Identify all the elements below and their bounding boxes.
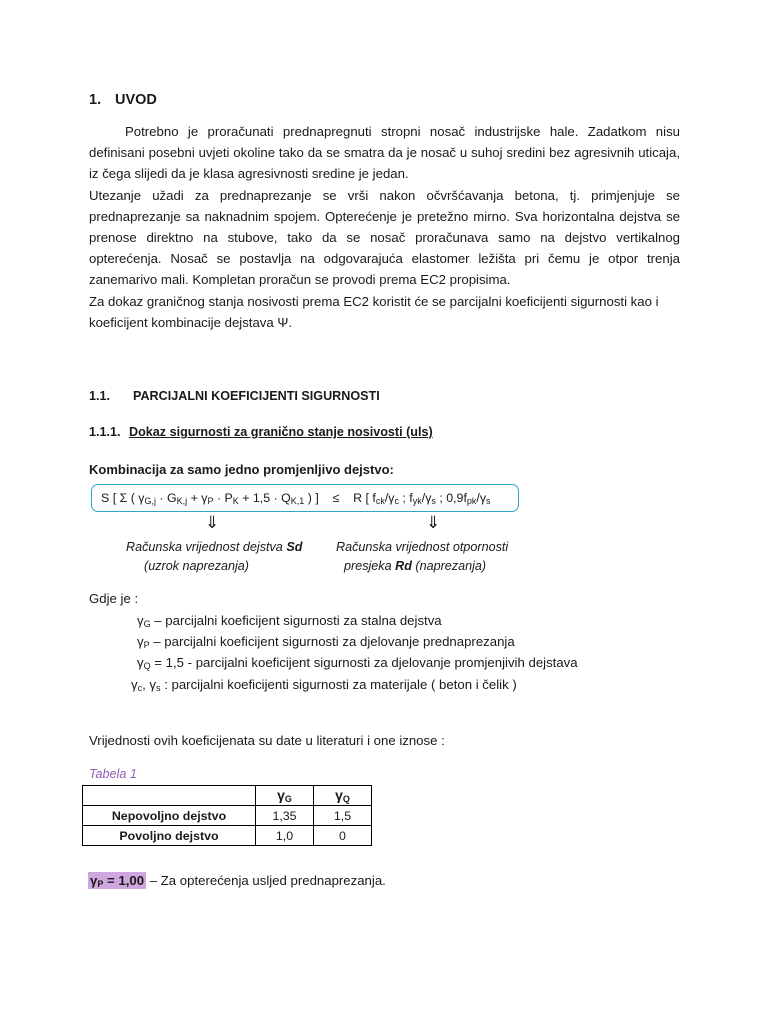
- subsection-title: PARCIJALNI KOEFICIJENTI SIGURNOSTI: [133, 389, 380, 403]
- subsubsection-number: 1.1.1.: [89, 425, 121, 439]
- definition-gamma-q: $\gamma_Q = 1,5$ - parcijalni koeficijent sigurnosti za djelovanje promjenjivih dejstava: [137, 655, 578, 671]
- arrow-down-icon: ⇓: [426, 513, 441, 532]
- definition-gamma-p: $\gamma_P$ – parcijalni koeficijent sigurnosti za djelovanje prednaprezanja: [137, 634, 515, 650]
- table-caption: Tabela 1: [89, 767, 137, 781]
- intro-paragraph-3-text: Za dokaz graničnog stanja nosivosti prema EC2 koristit će se parcijalni koeficijenti sigurnosti kao i koeficijent kombinacije dejstava Ψ.: [89, 293, 659, 330]
- section-number: 1.: [89, 92, 102, 108]
- gamma-p-highlight: $\gamma_P = 1,00$: [90, 873, 145, 889]
- uls-formula: S [ Σ ( $\gamma_{G,j} \cdot G_{K,j} + \gamma_P \cdot P_K + 1,5 \cdot Q_{K,1}$ ) ] ≤ R [ $f_{ck}/\gamma_c$ ; $f_{yk}/\gamma_s$ ; $0,9f_{pk}/\gamma_s$: [101, 491, 491, 506]
- gamma-p-statement: [88, 873, 386, 889]
- gamma-p-text: – Za opterećenja usljed prednaprezanja.: [149, 873, 386, 888]
- table-header-gamma-q: $\gamma_Q$: [314, 786, 372, 806]
- subsection-heading: [89, 389, 380, 403]
- caption-rd: [336, 538, 508, 576]
- caption-sd-line1: Računska vrijednost dejstva: [126, 540, 283, 554]
- caption-rd-line2b: (naprezanja): [415, 559, 487, 573]
- definition-gamma-g-text: – parcijalni koeficijent sigurnosti za stalna dejstva: [154, 613, 442, 628]
- definition-gamma-cs: $\gamma_c$, $\gamma_s$ : parcijalni koeficijenti sigurnosti za materijale ( beton i čelik ): [131, 677, 517, 693]
- caption-rd-symbol: Rd: [395, 559, 412, 573]
- combination-label: Kombinacija za samo jedno promjenljivo dejstvo:: [89, 462, 394, 477]
- caption-sd: [126, 538, 302, 576]
- subsubsection-heading: [89, 425, 433, 439]
- caption-rd-line2a: presjeka: [344, 559, 392, 573]
- definition-gamma-cs-text: : parcijalni koeficijenti sigurnosti za materijale ( beton i čelik ): [164, 677, 517, 692]
- intro-paragraph-1: Potrebno je proračunati prednapregnuti stropni nosač industrijske hale. Zadatkom nisu definisani posebni uvjeti okoline tako da se smatra da je nosač u suhoj sredini bez agresivnih uticaja, iz čega slijedi da je klasa agresivnosti sredine je jedan.: [89, 124, 680, 182]
- caption-rd-line1: Računska vrijednost otpornosti: [336, 540, 509, 554]
- coefficients-table: [82, 785, 372, 846]
- gamma-p-value: = 1,00: [107, 873, 145, 888]
- definition-gamma-g: $\gamma_G$ – parcijalni koeficijent sigurnosti za stalna dejstva: [137, 613, 442, 629]
- table-cell-g: 1,35: [256, 806, 314, 826]
- arrow-down-icon: ⇓: [205, 513, 220, 532]
- intro-paragraph-3: [89, 291, 680, 333]
- table-row-label: Povoljno dejstvo: [83, 826, 256, 846]
- intro-paragraph-2: Utezanje užadi za prednaprezanje se vrši nakon očvršćavanja betona, tj. primjenjuje se prednaprezanje sa naknadnim spojem. Opterećenje je pretežno mirno. Sva horizontalna dejstva se prenose direktno na stubove, tako da se nosač proračunava samo na dejstvo vertikalnog opterećenja. Nosač se postavlja na odgovarajuća elastomer ležišta pri čemu je otpor trenja zanemarivo mali. Kompletan proračun se provodi prema EC2 propisima.: [89, 187, 680, 288]
- table-header-cell: [83, 786, 256, 806]
- table-row: [83, 806, 372, 826]
- section-title: UVOD: [115, 92, 157, 108]
- table-row-label: Nepovoljno dejstvo: [83, 806, 256, 826]
- values-intro: Vrijednosti ovih koeficijenata su date u literaturi i one iznose :: [89, 733, 445, 748]
- table-cell-q: 0: [314, 826, 372, 846]
- subsection-number: 1.1.: [89, 389, 111, 403]
- caption-sd-line2: (uzrok naprezanja): [144, 559, 249, 573]
- subsubsection-title: Dokaz sigurnosti za granično stanje nosivosti (uls): [129, 425, 433, 439]
- caption-sd-symbol: Sd: [286, 540, 303, 554]
- definition-gamma-q-text: = 1,5 - parcijalni koeficijent sigurnosti za djelovanje promjenjivih dejstava: [154, 655, 578, 670]
- table-cell-q: 1,5: [314, 806, 372, 826]
- section-heading-uvod: [89, 92, 157, 108]
- definition-gamma-p-text: – parcijalni koeficijent sigurnosti za djelovanje prednaprezanja: [153, 634, 515, 649]
- table-header-gamma-g: $\gamma_G$: [256, 786, 314, 806]
- where-label: Gdje je :: [89, 591, 139, 606]
- intro-text: [89, 121, 680, 333]
- table-header-row: [83, 786, 372, 806]
- table-cell-g: 1,0: [256, 826, 314, 846]
- table-row: [83, 826, 372, 846]
